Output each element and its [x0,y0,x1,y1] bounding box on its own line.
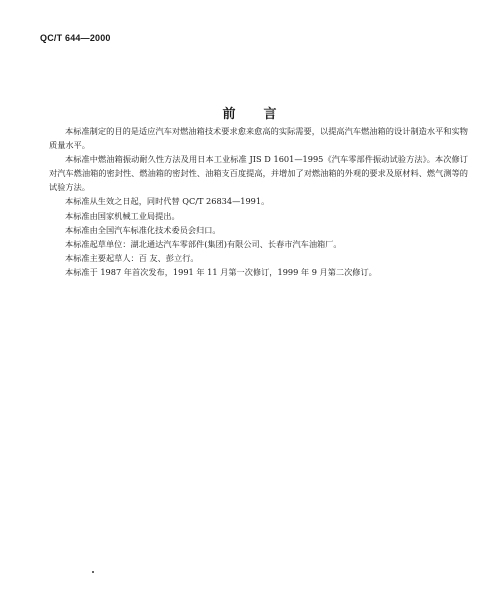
body-text [49,124,468,279]
scan-speck [92,571,94,573]
paragraph-replacement: 本标准从生效之日起，同时代替 QC/T 26834—1991。 [65,196,270,207]
paragraph-history: 本标准于 1987 年首次发布，1991 年 11 月第一次修订，1999 年 9 月第二次修订。 [65,266,377,277]
paragraph-drafters: 本标准主要起草人：百 友、彭立行。 [65,252,199,263]
paragraph-committee: 本标准由全国汽车标准化技术委员会归口。 [65,224,221,235]
page-title: 前言 [222,107,305,122]
paragraph-proposer: 本标准由国家机械工业局提出。 [65,210,180,221]
paragraph-method: 本标准中燃油箱振动耐久性方法及用日本工业标准 JIS D 1601—1995《汽车零部件振动试验方法》。本次修订对汽车燃油箱的密封性、燃油箱的密封性、油箱支百度提高，并增加了对燃油箱的外观的要求及原材料、燃气测等的试验方法。 [49,154,468,193]
paragraph-drafting-units: 本标准起草单位：湖北通达汽车零部件(集团)有限公司、长春市汽车油箱厂。 [65,238,342,249]
standard-code: QC/T 644—2000 [40,33,111,43]
paragraph-purpose: 本标准制定的目的是适应汽车对燃油箱技术要求愈来愈高的实际需要，以提高汽车燃油箱的设计制造水平和实物质量水平。 [49,126,468,151]
